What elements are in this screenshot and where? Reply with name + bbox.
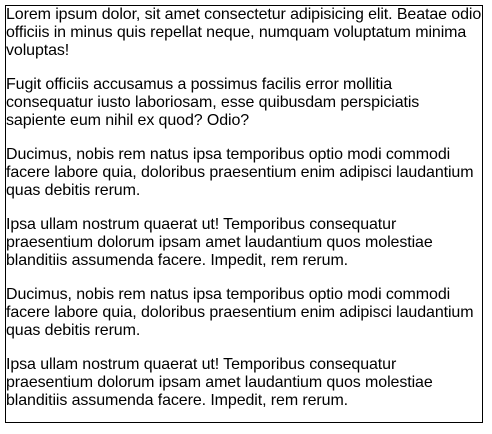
- paragraph-2: Fugit officiis accusamus a possimus facilis error mollitia consequatur iusto laboriosam, esse quibusdam perspiciatis sapiente eum nihil ex quod? Odio?: [6, 76, 420, 129]
- paragraph-6: Ipsa ullam nostrum quaerat ut! Temporibus consequatur praesentium dolorum ipsam amet laudantium quos molestiae blanditiis assumenda facere. Impedit, rem rerum.: [6, 356, 433, 409]
- paragraph-4: Ipsa ullam nostrum quaerat ut! Temporibus consequatur praesentium dolorum ipsam amet laudantium quos molestiae blanditiis assumenda facere. Impedit, rem rerum.: [6, 216, 433, 269]
- paragraph-1: Lorem ipsum dolor, sit amet consectetur adipisicing elit. Beatae odio officiis in minus quis repellat neque, numquam voluptatum minima voluptas!: [6, 6, 482, 59]
- paragraph-5: Ducimus, nobis rem natus ipsa temporibus optio modi commodi facere labore quia, doloribus praesentium enim adipisci laudantium quas debitis rerum.: [6, 286, 474, 339]
- text-container: [5, 5, 483, 423]
- paragraph-3: Ducimus, nobis rem natus ipsa temporibus optio modi commodi facere labore quia, doloribus praesentium enim adipisci laudantium quas debitis rerum.: [6, 146, 474, 199]
